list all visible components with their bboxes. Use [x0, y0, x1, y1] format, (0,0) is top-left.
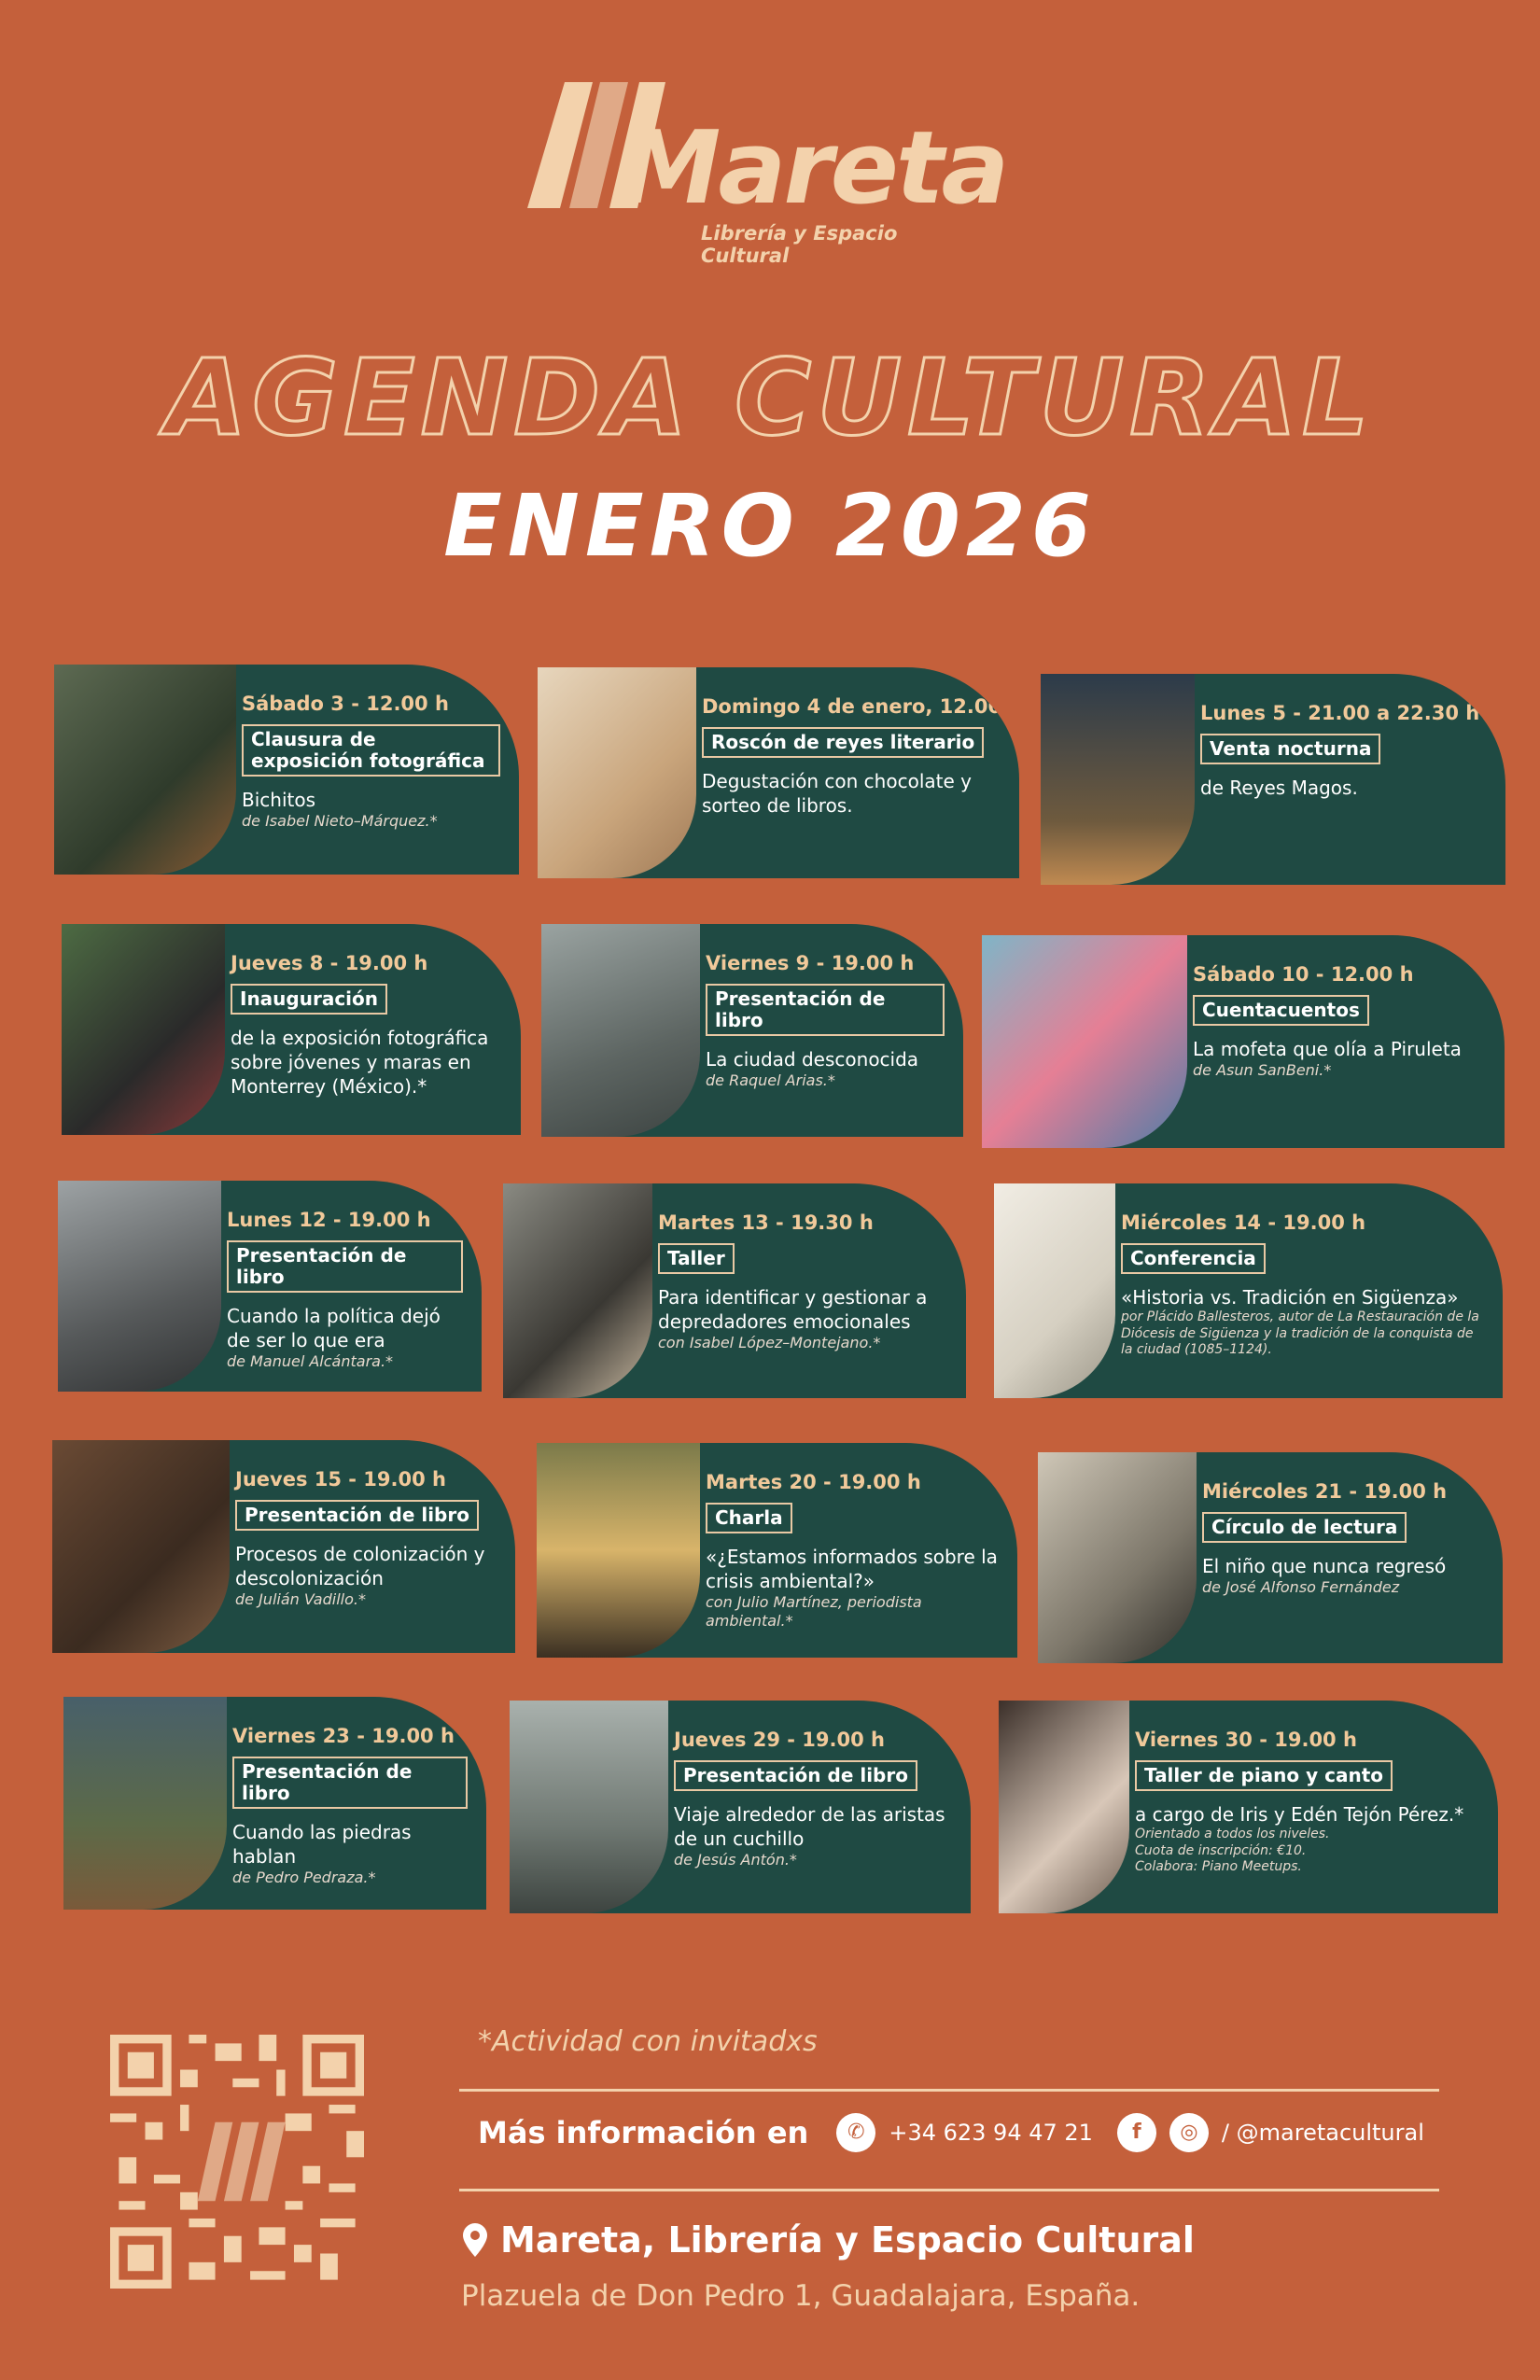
event-date: Sábado 10 - 12.00 h [1193, 963, 1414, 986]
venue-name-row [463, 2219, 1195, 2261]
event-date: Martes 20 - 19.00 h [706, 1471, 921, 1493]
venue-name: Mareta, Librería y Espacio Cultural [500, 2219, 1195, 2261]
venue-address: Plazuela de Don Pedro 1, Guadalajara, España. [461, 2279, 1141, 2313]
event-author: de Asun SanBeni.* [1193, 1061, 1332, 1079]
event-photo-knight [541, 924, 700, 1137]
event-photo-stone-house [63, 1697, 227, 1910]
event-description: La mofeta que olía a Piruleta [1193, 1038, 1462, 1060]
event-card [1041, 674, 1505, 885]
event-date: Viernes 9 - 19.00 h [706, 952, 915, 974]
event-body [232, 1697, 486, 1910]
event-description: Cuando las piedras hablan [232, 1821, 412, 1868]
event-photo-chimneys [537, 1443, 700, 1658]
event-card [538, 667, 1019, 878]
event-author: de Raquel Arias.* [706, 1071, 835, 1089]
event-description: El niño que nunca regresó [1202, 1555, 1447, 1577]
event-photo-city-sketch [58, 1181, 221, 1392]
event-type-tag: Clausura de exposición fotográfica [242, 724, 500, 777]
event-photo-children [510, 1701, 668, 1913]
instagram-icon[interactable]: ◎ [1169, 2113, 1209, 2152]
event-card [537, 1443, 1017, 1658]
event-date: Jueves 8 - 19.00 h [231, 952, 428, 974]
event-type-tag: Conferencia [1121, 1243, 1266, 1274]
event-description: a cargo de Iris y Edén Tejón Pérez.* [1135, 1803, 1464, 1826]
event-date: Sábado 3 - 12.00 h [242, 693, 449, 715]
event-date: Lunes 12 - 19.00 h [227, 1209, 431, 1231]
event-description: Para identificar y gestionar a depredadores emocionales [658, 1286, 928, 1333]
facebook-icon[interactable]: f [1117, 2113, 1156, 2152]
event-date: Viernes 23 - 19.00 h [232, 1725, 455, 1747]
event-type-tag: Presentación de libro [227, 1240, 463, 1293]
event-description: Bichitos [242, 789, 316, 811]
event-photo-mouse-illustration [982, 935, 1187, 1148]
event-card [1038, 1452, 1503, 1663]
event-card [541, 924, 963, 1137]
contact-row [478, 2105, 1449, 2161]
event-photo-camels [1041, 674, 1195, 885]
event-photo-wolf [503, 1183, 652, 1398]
event-author: de Julián Vadillo.* [235, 1590, 366, 1608]
event-description: Degustación con chocolate y sorteo de libros. [702, 770, 972, 817]
event-type-tag: Roscón de reyes literario [702, 727, 984, 758]
event-date: Lunes 5 - 21.00 a 22.30 h [1200, 702, 1480, 724]
event-body [1193, 935, 1505, 1148]
event-date: Jueves 29 - 19.00 h [674, 1729, 885, 1751]
brand-name: Mareta [621, 110, 1007, 227]
event-description: de la exposición fotográfica sobre jóvenes y maras en Monterrey (México).* [231, 1027, 489, 1098]
event-photo-wheel [52, 1440, 230, 1653]
event-body [1135, 1701, 1498, 1913]
qr-code[interactable] [110, 2035, 364, 2289]
event-date: Domingo 4 de enero, 12.00 [702, 695, 1002, 718]
event-date: Jueves 15 - 19.00 h [235, 1468, 446, 1491]
social-handle[interactable]: / @maretacultural [1221, 2120, 1424, 2146]
event-type-tag: Inauguración [231, 984, 387, 1015]
event-description: «¿Estamos informados sobre la crisis ambiental?» [706, 1546, 998, 1592]
event-type-tag: Venta nocturna [1200, 734, 1380, 764]
event-card [999, 1701, 1498, 1913]
event-date: Miércoles 21 - 19.00 h [1202, 1480, 1448, 1503]
event-author: de Pedro Pedraza.* [232, 1869, 376, 1886]
event-body [658, 1183, 966, 1398]
event-date: Miércoles 14 - 19.00 h [1121, 1211, 1366, 1234]
event-card [52, 1440, 515, 1653]
event-description: Viaje alrededor de las aristas de un cuchillo [674, 1803, 945, 1850]
guest-note: *Actividad con invitadxs [478, 2025, 818, 2058]
page-title: AGENDA CULTURAL [165, 338, 1375, 459]
event-description: Procesos de colonización y descolonización [235, 1543, 485, 1589]
event-description: Cuando la política dejó de ser lo que era [227, 1305, 441, 1351]
info-label: Más información en [478, 2115, 809, 2150]
event-card [994, 1183, 1503, 1398]
event-photo-beetle [54, 665, 236, 875]
event-card [63, 1697, 486, 1910]
event-body [242, 665, 519, 875]
event-description: «Historia vs. Tradición en Sigüenza» [1121, 1286, 1459, 1309]
event-description: de Reyes Magos. [1200, 777, 1358, 799]
whatsapp-icon[interactable]: ✆ [836, 2113, 875, 2152]
event-photo-photographer [62, 924, 225, 1135]
event-photo-piano [999, 1701, 1129, 1913]
event-type-tag: Presentación de libro [674, 1760, 917, 1791]
divider-top [459, 2089, 1439, 2092]
event-body [706, 1443, 1017, 1658]
event-author: de Jesús Antón.* [674, 1851, 797, 1869]
event-body [1202, 1452, 1503, 1663]
event-card [58, 1181, 482, 1392]
event-body [674, 1701, 971, 1913]
divider-bottom [459, 2189, 1439, 2191]
event-author: con Julio Martínez, periodista ambiental.* [706, 1593, 922, 1630]
page-subtitle: ENERO 2026 [443, 476, 1097, 576]
event-author: Orientado a todos los niveles. Cuota de inscripción: €10. Colabora: Piano Meetups. [1135, 1827, 1330, 1874]
event-date: Martes 13 - 19.30 h [658, 1211, 874, 1234]
event-body [231, 924, 521, 1135]
event-description: La ciudad desconocida [706, 1048, 919, 1071]
event-type-tag: Taller [658, 1243, 735, 1274]
event-body [1121, 1183, 1503, 1398]
event-photo-saint-sketch [994, 1183, 1115, 1398]
phone-number[interactable]: +34 623 94 47 21 [889, 2120, 1093, 2146]
event-card [62, 924, 521, 1135]
brand-subtitle: Librería y Espacio Cultural [701, 222, 898, 267]
event-card [503, 1183, 966, 1398]
event-type-tag: Charla [706, 1503, 792, 1533]
brand-logo [518, 73, 1007, 267]
event-body [1200, 674, 1505, 885]
event-type-tag: Círculo de lectura [1202, 1512, 1407, 1543]
event-author: de Manuel Alcántara.* [227, 1352, 394, 1370]
event-type-tag: Taller de piano y canto [1135, 1760, 1393, 1791]
event-photo-grapes-sketch [1038, 1452, 1197, 1663]
event-body [706, 924, 963, 1137]
event-date: Viernes 30 - 19.00 h [1135, 1729, 1357, 1751]
event-author: con Isabel López–Montejano.* [658, 1334, 881, 1351]
event-photo-roscon [538, 667, 696, 878]
event-author: por Plácido Ballesteros, autor de La Restauración de la Diócesis de Sigüenza y la tradición de la conquista de la ciudad (1085–1124). [1121, 1309, 1479, 1357]
event-card [982, 935, 1505, 1148]
event-card [510, 1701, 971, 1913]
event-type-tag: Presentación de libro [706, 984, 945, 1036]
event-body [702, 667, 1019, 878]
event-type-tag: Presentación de libro [235, 1500, 479, 1531]
event-body [227, 1181, 482, 1392]
event-body [235, 1440, 515, 1653]
event-type-tag: Presentación de libro [232, 1757, 468, 1809]
event-type-tag: Cuentacuentos [1193, 995, 1369, 1026]
event-card [54, 665, 519, 875]
event-author: de José Alfonso Fernández [1202, 1578, 1400, 1596]
location-pin-icon [463, 2223, 487, 2257]
event-author: de Isabel Nieto–Márquez.* [242, 812, 438, 830]
